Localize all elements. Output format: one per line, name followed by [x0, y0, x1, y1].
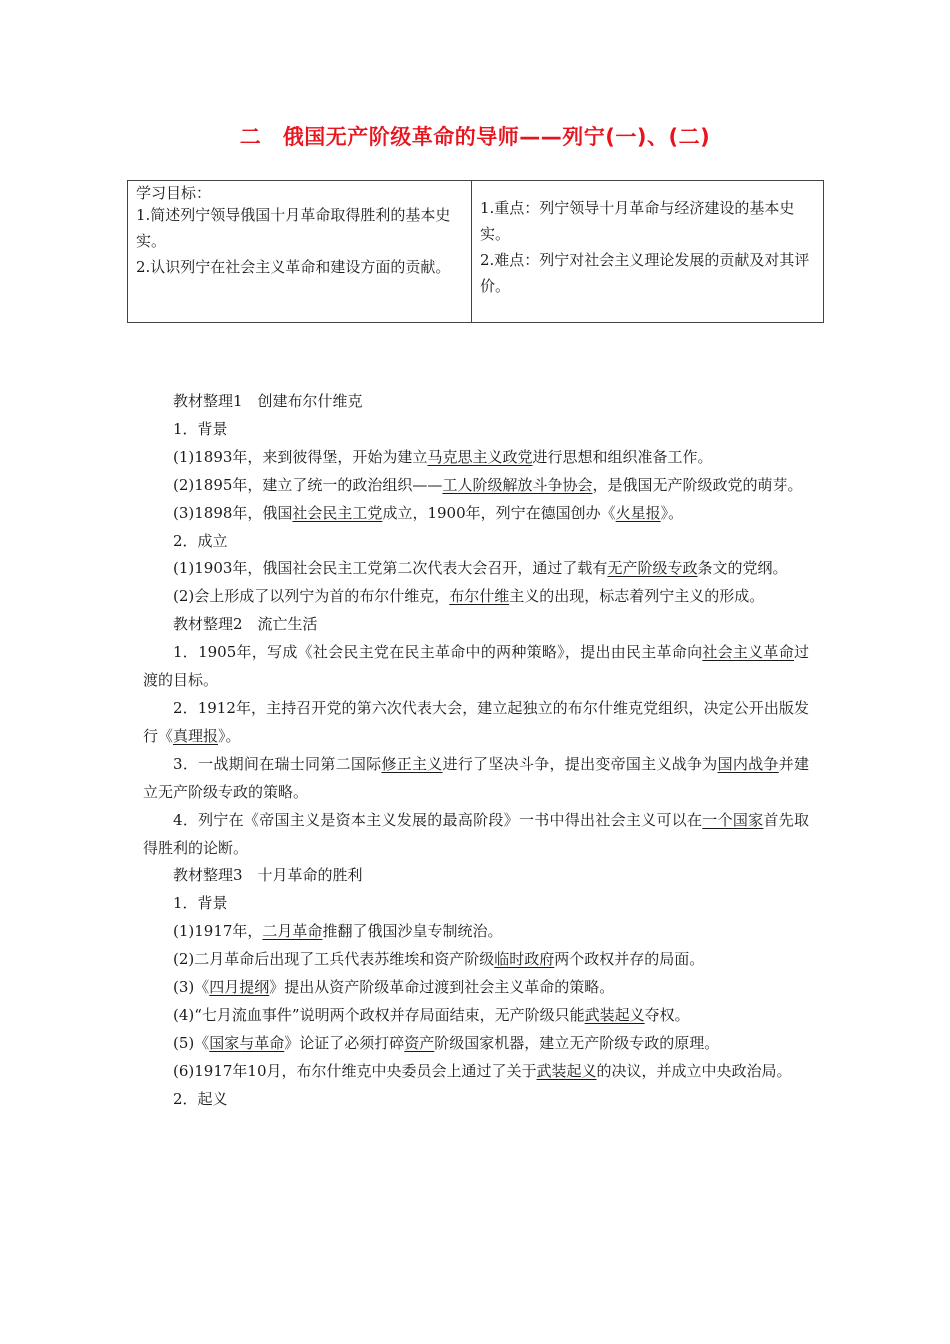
text: (3)1898年，俄国 — [173, 503, 293, 522]
text: 》论证了必须打碎 — [284, 1033, 405, 1052]
paragraph — [143, 555, 809, 583]
paragraph — [143, 1030, 809, 1058]
paragraph — [143, 472, 809, 500]
section-3-heading: 教材整理3 十月革命的胜利 — [173, 866, 363, 885]
underlined-answer: 一个国家 — [702, 810, 764, 829]
section-1-background-label: 1．背景 — [173, 419, 228, 438]
document-body — [143, 388, 809, 1114]
text: (3)《 — [173, 978, 210, 997]
underlined-answer: 二月革命 — [262, 922, 323, 941]
text: (4)“七月流血事件”说明两个政权并存局面结束，无产阶级只能 — [173, 1005, 585, 1024]
paragraph — [143, 639, 809, 695]
underlined-answer: 武装起义 — [584, 1005, 645, 1024]
text: 主义的出现，标志着列宁主义的形成。 — [509, 587, 765, 606]
paragraph — [143, 946, 809, 974]
underlined-answer: 真理报 — [173, 726, 219, 745]
text: (1)1903年，俄国社会民主工党第二次代表大会召开，通过了载有 — [173, 559, 608, 578]
underlined-answer: 火星报 — [615, 503, 661, 522]
underlined-answer: 社会主义革命 — [702, 643, 794, 662]
text: 阶级国家机器，建立无产阶级专政的原理。 — [434, 1033, 720, 1052]
text: ，是俄国无产阶级政党的萌芽。 — [592, 475, 803, 494]
text: 夺权。 — [644, 1005, 690, 1024]
text: 首先取得胜利的论断。 — [143, 810, 809, 857]
learning-goal-1: 1.简述列宁领导俄国十月革命取得胜利的基本史实。 — [136, 206, 451, 250]
text: 4．列宁在《帝国主义是资本主义发展的最高阶段》一书中得出社会主义可以在 — [173, 810, 703, 829]
paragraph — [143, 807, 809, 863]
text: 1．1905年，写成《社会民主党在民主革命中的两种策略》，提出由民主革命向 — [173, 643, 703, 662]
paragraph — [143, 1002, 809, 1030]
paragraph — [143, 751, 809, 807]
paragraph — [143, 974, 809, 1002]
section-1-establishment-label: 2．成立 — [173, 531, 228, 550]
text: (5)《 — [173, 1033, 210, 1052]
text: (2)1895年，建立了统一的政治组织—— — [173, 475, 443, 494]
paragraph — [143, 583, 809, 611]
underlined-answer: 修正主义 — [381, 754, 443, 773]
text: 成立，1900年，列宁在德国创办《 — [382, 503, 616, 522]
underlined-answer: 资产 — [404, 1033, 435, 1052]
underlined-answer: 国家与革命 — [209, 1033, 285, 1052]
underlined-answer: 工人阶级解放斗争协会 — [442, 475, 593, 494]
text: 并建立无产阶级专政的策略。 — [143, 754, 809, 801]
section-3-uprising-label: 2．起义 — [173, 1089, 228, 1108]
learning-goals-cell — [128, 181, 472, 322]
key-points-cell — [472, 181, 823, 322]
underlined-answer: 临时政府 — [494, 950, 555, 969]
text: 的决议，并成立中央政治局。 — [596, 1061, 792, 1080]
text: (2)会上形成了以列宁为首的布尔什维克， — [173, 587, 450, 606]
text: 两个政权并存的局面。 — [554, 950, 705, 969]
learning-goal-2: 2.认识列宁在社会主义革命和建设方面的贡献。 — [136, 258, 451, 276]
text: (6)1917年10月，布尔什维克中央委员会上通过了关于 — [173, 1061, 537, 1080]
text: 过渡的目标。 — [143, 643, 809, 690]
paragraph — [143, 918, 809, 946]
underlined-answer: 马克思主义政党 — [427, 447, 533, 466]
section-3-background-label: 1．背景 — [173, 894, 228, 913]
text: 》提出从资产阶级革命过渡到社会主义革命的策略。 — [269, 978, 615, 997]
difficult-point: 2.难点：列宁对社会主义理论发展的贡献及对其评价。 — [480, 251, 810, 295]
underlined-answer: 社会民主工党 — [292, 503, 383, 522]
text: 进行了坚决斗争，提出变帝国主义战争为 — [442, 754, 718, 773]
text: 推翻了俄国沙皇专制统治。 — [322, 922, 503, 941]
text: 3．一战期间在瑞士同第二国际 — [173, 754, 382, 773]
page-title: 二 俄国无产阶级革命的导师——列宁(一)、(二) — [239, 125, 711, 149]
learning-goals-heading: 学习目标： — [136, 184, 212, 202]
paragraph — [143, 500, 809, 528]
underlined-answer: 布尔什维 — [449, 587, 510, 606]
text: (2)二月革命后出现了工兵代表苏维埃和资产阶级 — [173, 950, 495, 969]
key-point: 1.重点：列宁领导十月革命与经济建设的基本史实。 — [480, 199, 795, 243]
underlined-answer: 国内战争 — [717, 754, 779, 773]
underlined-answer: 四月提纲 — [209, 978, 270, 997]
underlined-answer: 无产阶级专政 — [607, 559, 698, 578]
underlined-answer: 武装起义 — [536, 1061, 597, 1080]
text: (1)1917年， — [173, 922, 263, 941]
text: 2．1912年，主持召开党的第六次代表大会，建立起独立的布尔什维克党组织，决定公开出版发行《 — [143, 698, 809, 745]
text: (1)1893年，来到彼得堡，开始为建立 — [173, 447, 428, 466]
paragraph — [143, 1058, 809, 1086]
paragraph — [143, 444, 809, 472]
section-2-heading: 教材整理2 流亡生活 — [173, 615, 318, 634]
text: 》。 — [218, 726, 241, 745]
learning-goals-table — [127, 180, 824, 323]
text: 》。 — [660, 503, 684, 522]
paragraph — [143, 695, 809, 751]
text: 进行思想和组织准备工作。 — [532, 447, 713, 466]
text: 条文的党纲。 — [697, 559, 788, 578]
section-1-heading: 教材整理1 创建布尔什维克 — [173, 392, 363, 410]
